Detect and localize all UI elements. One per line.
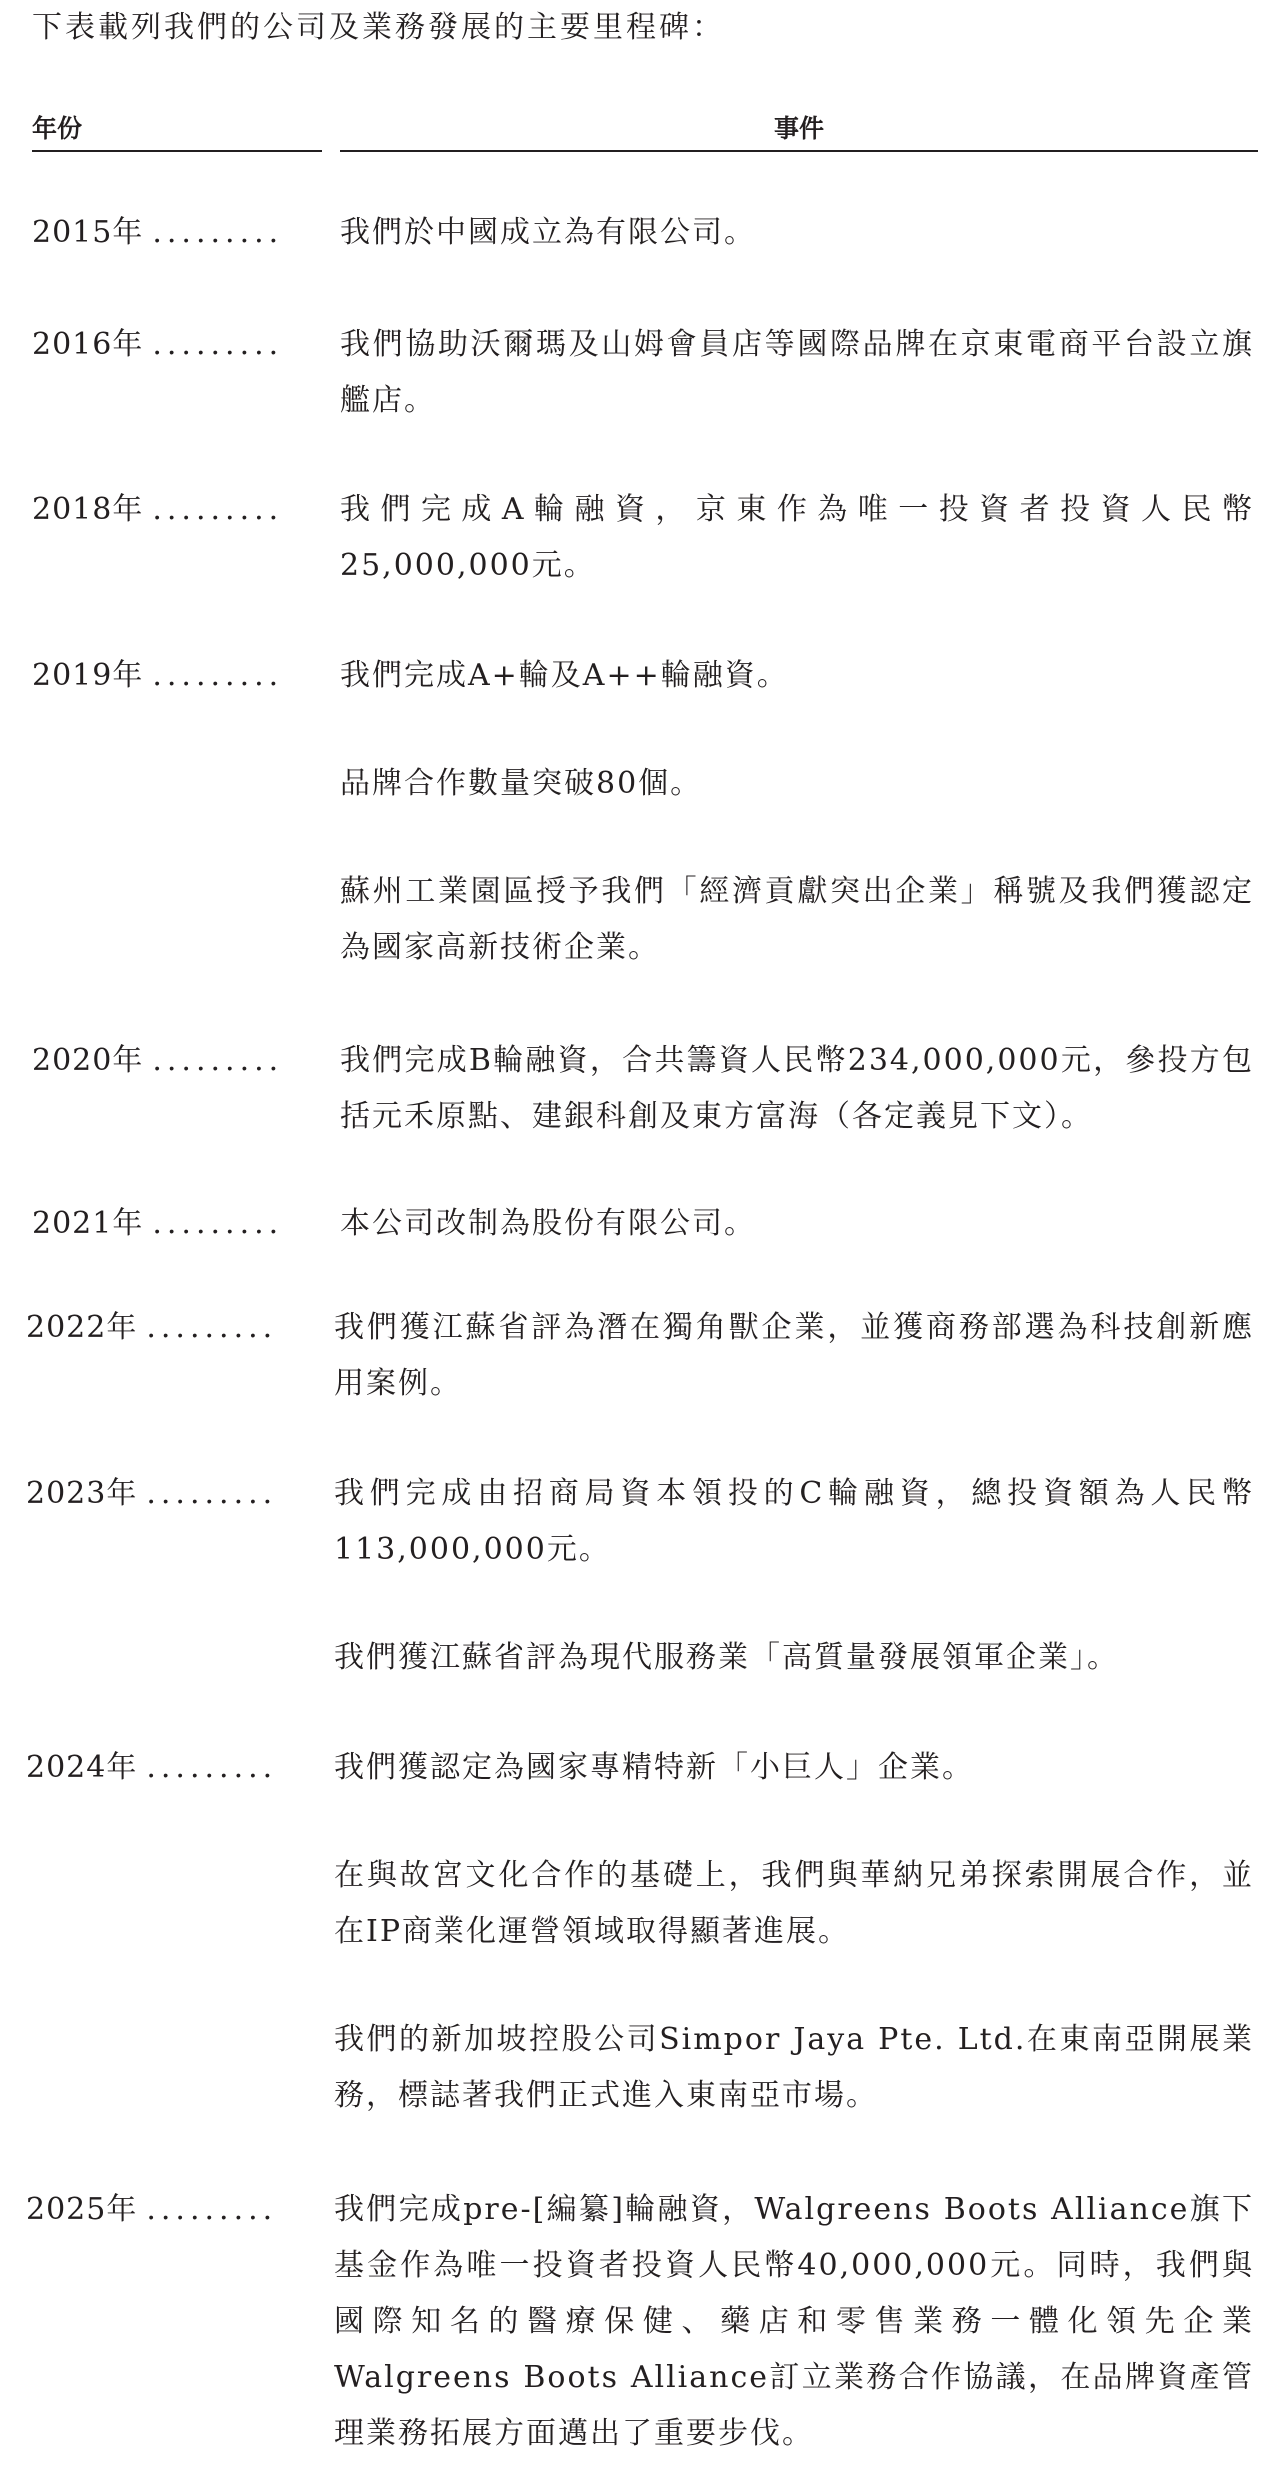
year-suffix: 年 [112,215,143,250]
event-paragraph: 我們獲江蘇省評為現代服務業「高質量發展領軍企業」。 [334,1640,1119,1675]
year-suffix: 年 [106,1310,137,1345]
event-paragraph: 本公司改制為股份有限公司。 [340,1206,756,1241]
leader-dots: ......... [146,1750,278,1785]
leader-dots: ......... [152,327,284,362]
leader-dots: ......... [152,492,284,527]
event-description [334,1300,1254,1412]
year-label [32,482,332,538]
event-description [334,2182,1254,2462]
leader-dots: ......... [146,1476,278,1511]
year-label [32,205,332,261]
year-column-header: 年份 [32,108,322,152]
year-label [26,1300,326,1356]
intro-text: 下表載列我們的公司及業務發展的主要里程碑： [32,10,725,45]
event-description [340,482,1254,594]
year-suffix: 年 [106,1750,137,1785]
year-value: 2019 [32,658,113,693]
event-description [340,317,1254,429]
event-paragraph: 我們的新加坡控股公司Simpor Jaya Pte. Ltd.在東南亞開展業務，標誌著我們正式進入東南亞市場。 [334,2022,1254,2113]
year-value: 2025 [26,2192,107,2227]
leader-dots: ......... [152,1043,284,1078]
year-label [32,317,332,373]
event-description [340,648,1254,976]
event-paragraph: 我們完成A+輪及A++輪融資。 [340,658,789,693]
year-value: 2022 [26,1310,107,1345]
year-suffix: 年 [112,658,143,693]
leader-dots: ......... [152,1206,284,1241]
event-paragraph: 我們完成pre-[編纂]輪融資，Walgreens Boots Alliance旗下基金作為唯一投資者投資人民幣40,000,000元。同時，我們與國際知名的醫療保健、藥店和零售業務一體化領先企業Walgreens Boots Alliance訂立業務合作協議，在品牌資產管理業務拓展方面邁出了重要步伐。 [334,2192,1254,2451]
year-value: 2015 [32,215,113,250]
year-suffix: 年 [112,492,143,527]
year-suffix: 年 [112,1206,143,1241]
event-paragraph: 我們完成A輪融資，京東作為唯一投資者投資人民幣25,000,000元。 [340,492,1254,583]
event-paragraph: 我們於中國成立為有限公司。 [340,215,756,250]
event-paragraph: 我們協助沃爾瑪及山姆會員店等國際品牌在京東電商平台設立旗艦店。 [340,327,1254,418]
leader-dots: ......... [146,2192,278,2227]
year-suffix: 年 [112,1043,143,1078]
year-suffix: 年 [106,1476,137,1511]
year-value: 2020 [32,1043,113,1078]
year-label [26,1466,326,1522]
year-value: 2023 [26,1476,107,1511]
event-column-header: 事件 [340,108,1258,152]
year-suffix: 年 [106,2192,137,2227]
event-description [340,1033,1254,1145]
year-label [26,1740,326,1796]
event-paragraph: 我們獲認定為國家專精特新「小巨人」企業。 [334,1750,974,1785]
year-value: 2024 [26,1750,107,1785]
year-label [32,1196,332,1252]
leader-dots: ......... [152,658,284,693]
year-value: 2021 [32,1206,113,1241]
year-label [26,2182,326,2238]
event-paragraph: 品牌合作數量突破80個。 [340,766,703,801]
year-label [32,1033,332,1089]
event-description [334,1740,1254,2124]
year-label [32,648,332,704]
event-paragraph: 我們完成由招商局資本領投的C輪融資，總投資額為人民幣113,000,000元。 [334,1476,1254,1567]
year-value: 2016 [32,327,113,362]
year-suffix: 年 [112,327,143,362]
event-paragraph: 在與故宮文化合作的基礎上，我們與華納兄弟探索開展合作，並在IP商業化運營領域取得顯著進展。 [334,1858,1254,1949]
year-value: 2018 [32,492,113,527]
event-description [334,1466,1254,1686]
event-description [340,205,1254,261]
event-paragraph: 蘇州工業園區授予我們「經濟貢獻突出企業」稱號及我們獲認定為國家高新技術企業。 [340,874,1254,965]
event-description [340,1196,1254,1252]
event-paragraph: 我們獲江蘇省評為潛在獨角獸企業，並獲商務部選為科技創新應用案例。 [334,1310,1254,1401]
leader-dots: ......... [152,215,284,250]
event-paragraph: 我們完成B輪融資，合共籌資人民幣234,000,000元，參投方包括元禾原點、建銀科創及東方富海（各定義見下文）。 [340,1043,1254,1134]
leader-dots: ......... [146,1310,278,1345]
